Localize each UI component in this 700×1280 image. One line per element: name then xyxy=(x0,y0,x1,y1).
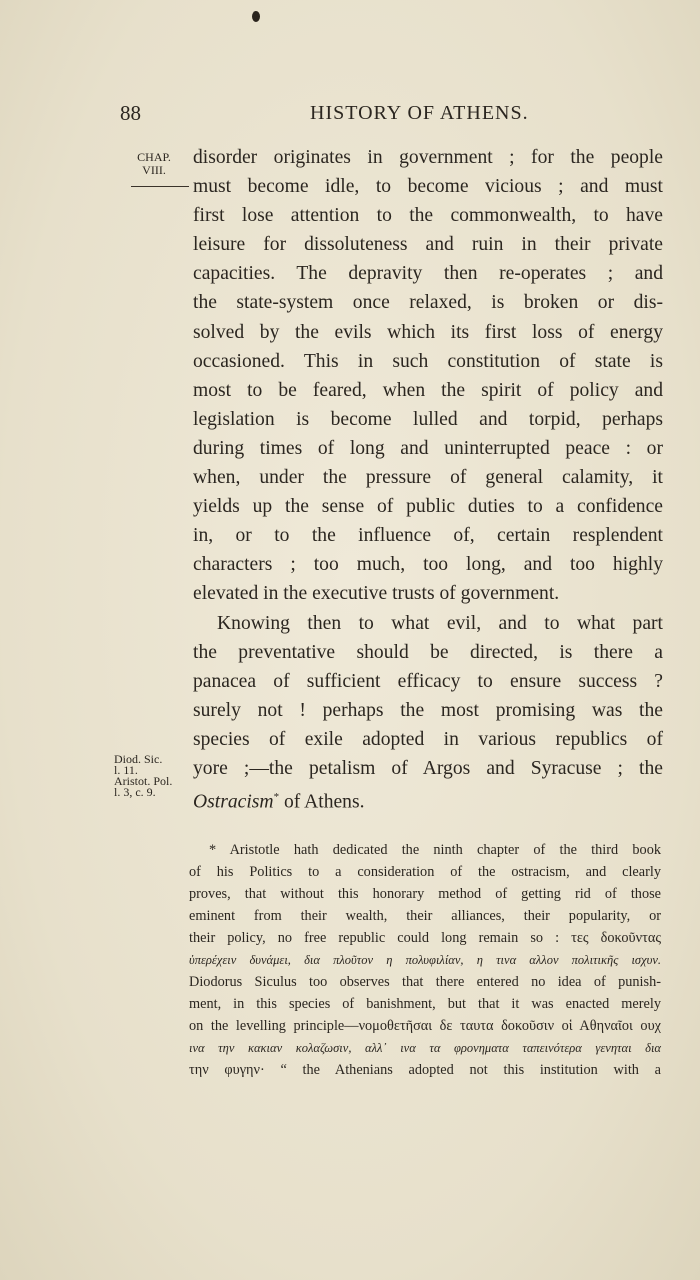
body-line: solved by the evils which its first loss of energy xyxy=(193,321,663,343)
body-line: the state-system once relaxed, is broken or dis- xyxy=(193,292,663,314)
margin-citations xyxy=(114,754,194,798)
chapter-marker xyxy=(130,151,178,177)
paragraph-start-line: Knowing then to what evil, and to what part xyxy=(217,612,663,634)
ostracism-term: Ostracism xyxy=(193,791,274,813)
footnote-mark: * xyxy=(273,791,280,804)
body-text xyxy=(193,143,663,817)
citation-diodorus-ref: l. 11. xyxy=(114,763,138,777)
citation-diodorus: Diod. Sic. xyxy=(114,752,163,766)
body-line: species of exile adopted in various republics of xyxy=(193,728,663,750)
footnote-greek-line: ὑπερέχειν δυνάμει, δια πλοῦτον η πολυφιλίαν, η τινα αλλον πολιτικῆς ισχυν. xyxy=(189,953,661,967)
body-last-line xyxy=(193,783,663,817)
last-line-rest: of Athens. xyxy=(279,791,365,813)
footnote xyxy=(189,839,661,1081)
citation-aristotle-ref: l. 3, c. 9. xyxy=(114,785,156,799)
running-title: HISTORY OF ATHENS. xyxy=(310,102,529,124)
body-line: capacities. The depravity then re-operates ; and xyxy=(193,263,663,285)
footnote-line: την φυγην· “ the Athenians adopted not this institution with a xyxy=(189,1062,661,1078)
footnote-line: Diodorus Siculus too observes that there entered no idea of punish- xyxy=(189,974,661,990)
footnote-greek-line: ινα την κακιαν κολαζωσιν, αλλ᾽ ινα τα φρονηματα ταπεινότερα γενηται δια xyxy=(189,1041,661,1055)
citation-aristotle: Aristot. Pol. xyxy=(114,774,173,788)
body-line: legislation is become lulled and torpid, perhaps xyxy=(193,408,663,430)
body-line: occasioned. This in such constitution of state is xyxy=(193,350,663,372)
footnote-line: their policy, no free republic could long remain so : τες δοκοῦντας xyxy=(189,930,661,946)
body-line: when, under the pressure of general calamity, it xyxy=(193,467,663,489)
footnote-line: on the levelling principle—νομοθετῆσαι δε ταυτα δοκοῦσιν οἱ Αθηναῖοι ουχ xyxy=(189,1018,661,1034)
chapter-number: VIII. xyxy=(142,163,166,177)
binding-hole xyxy=(252,11,260,22)
body-line: characters ; too much, too long, and too highly xyxy=(193,554,663,576)
body-line: most to be feared, when the spirit of policy and xyxy=(193,379,663,401)
body-line: the preventative should be directed, is there a xyxy=(193,641,663,663)
body-line: first lose attention to the commonwealth, to have xyxy=(193,205,663,227)
footnote-line: proves, that without this honorary method of getting rid of those xyxy=(189,886,661,902)
footnote-line: eminent from their wealth, their alliances, their popularity, or xyxy=(189,908,661,924)
body-line: elevated in the executive trusts of government. xyxy=(193,583,560,605)
chapter-label: CHAP. xyxy=(137,150,171,164)
chapter-rule xyxy=(131,186,189,187)
body-line: in, or to the influence of, certain resplendent xyxy=(193,525,663,547)
body-line: during times of long and uninterrupted peace : or xyxy=(193,437,663,459)
body-line: must become idle, to become vicious ; and must xyxy=(193,176,663,198)
body-line: yore ;—the petalism of Argos and Syracuse ; the xyxy=(193,757,663,779)
footnote-line: * Aristotle hath dedicated the ninth chapter of the third book xyxy=(209,842,661,858)
body-line: surely not ! perhaps the most promising was the xyxy=(193,699,663,721)
footnote-line: of his Politics to a consideration of the ostracism, and clearly xyxy=(189,864,661,880)
footnote-line: ment, in this species of banishment, but that it was enacted merely xyxy=(189,996,661,1012)
body-line: leisure for dissoluteness and ruin in their private xyxy=(193,234,663,256)
body-line: disorder originates in government ; for the people xyxy=(193,147,663,168)
page-number: 88 xyxy=(120,101,141,125)
body-line: panacea of sufficient efficacy to ensure success ? xyxy=(193,670,663,692)
body-line: yields up the sense of public duties to a confidence xyxy=(193,496,663,518)
